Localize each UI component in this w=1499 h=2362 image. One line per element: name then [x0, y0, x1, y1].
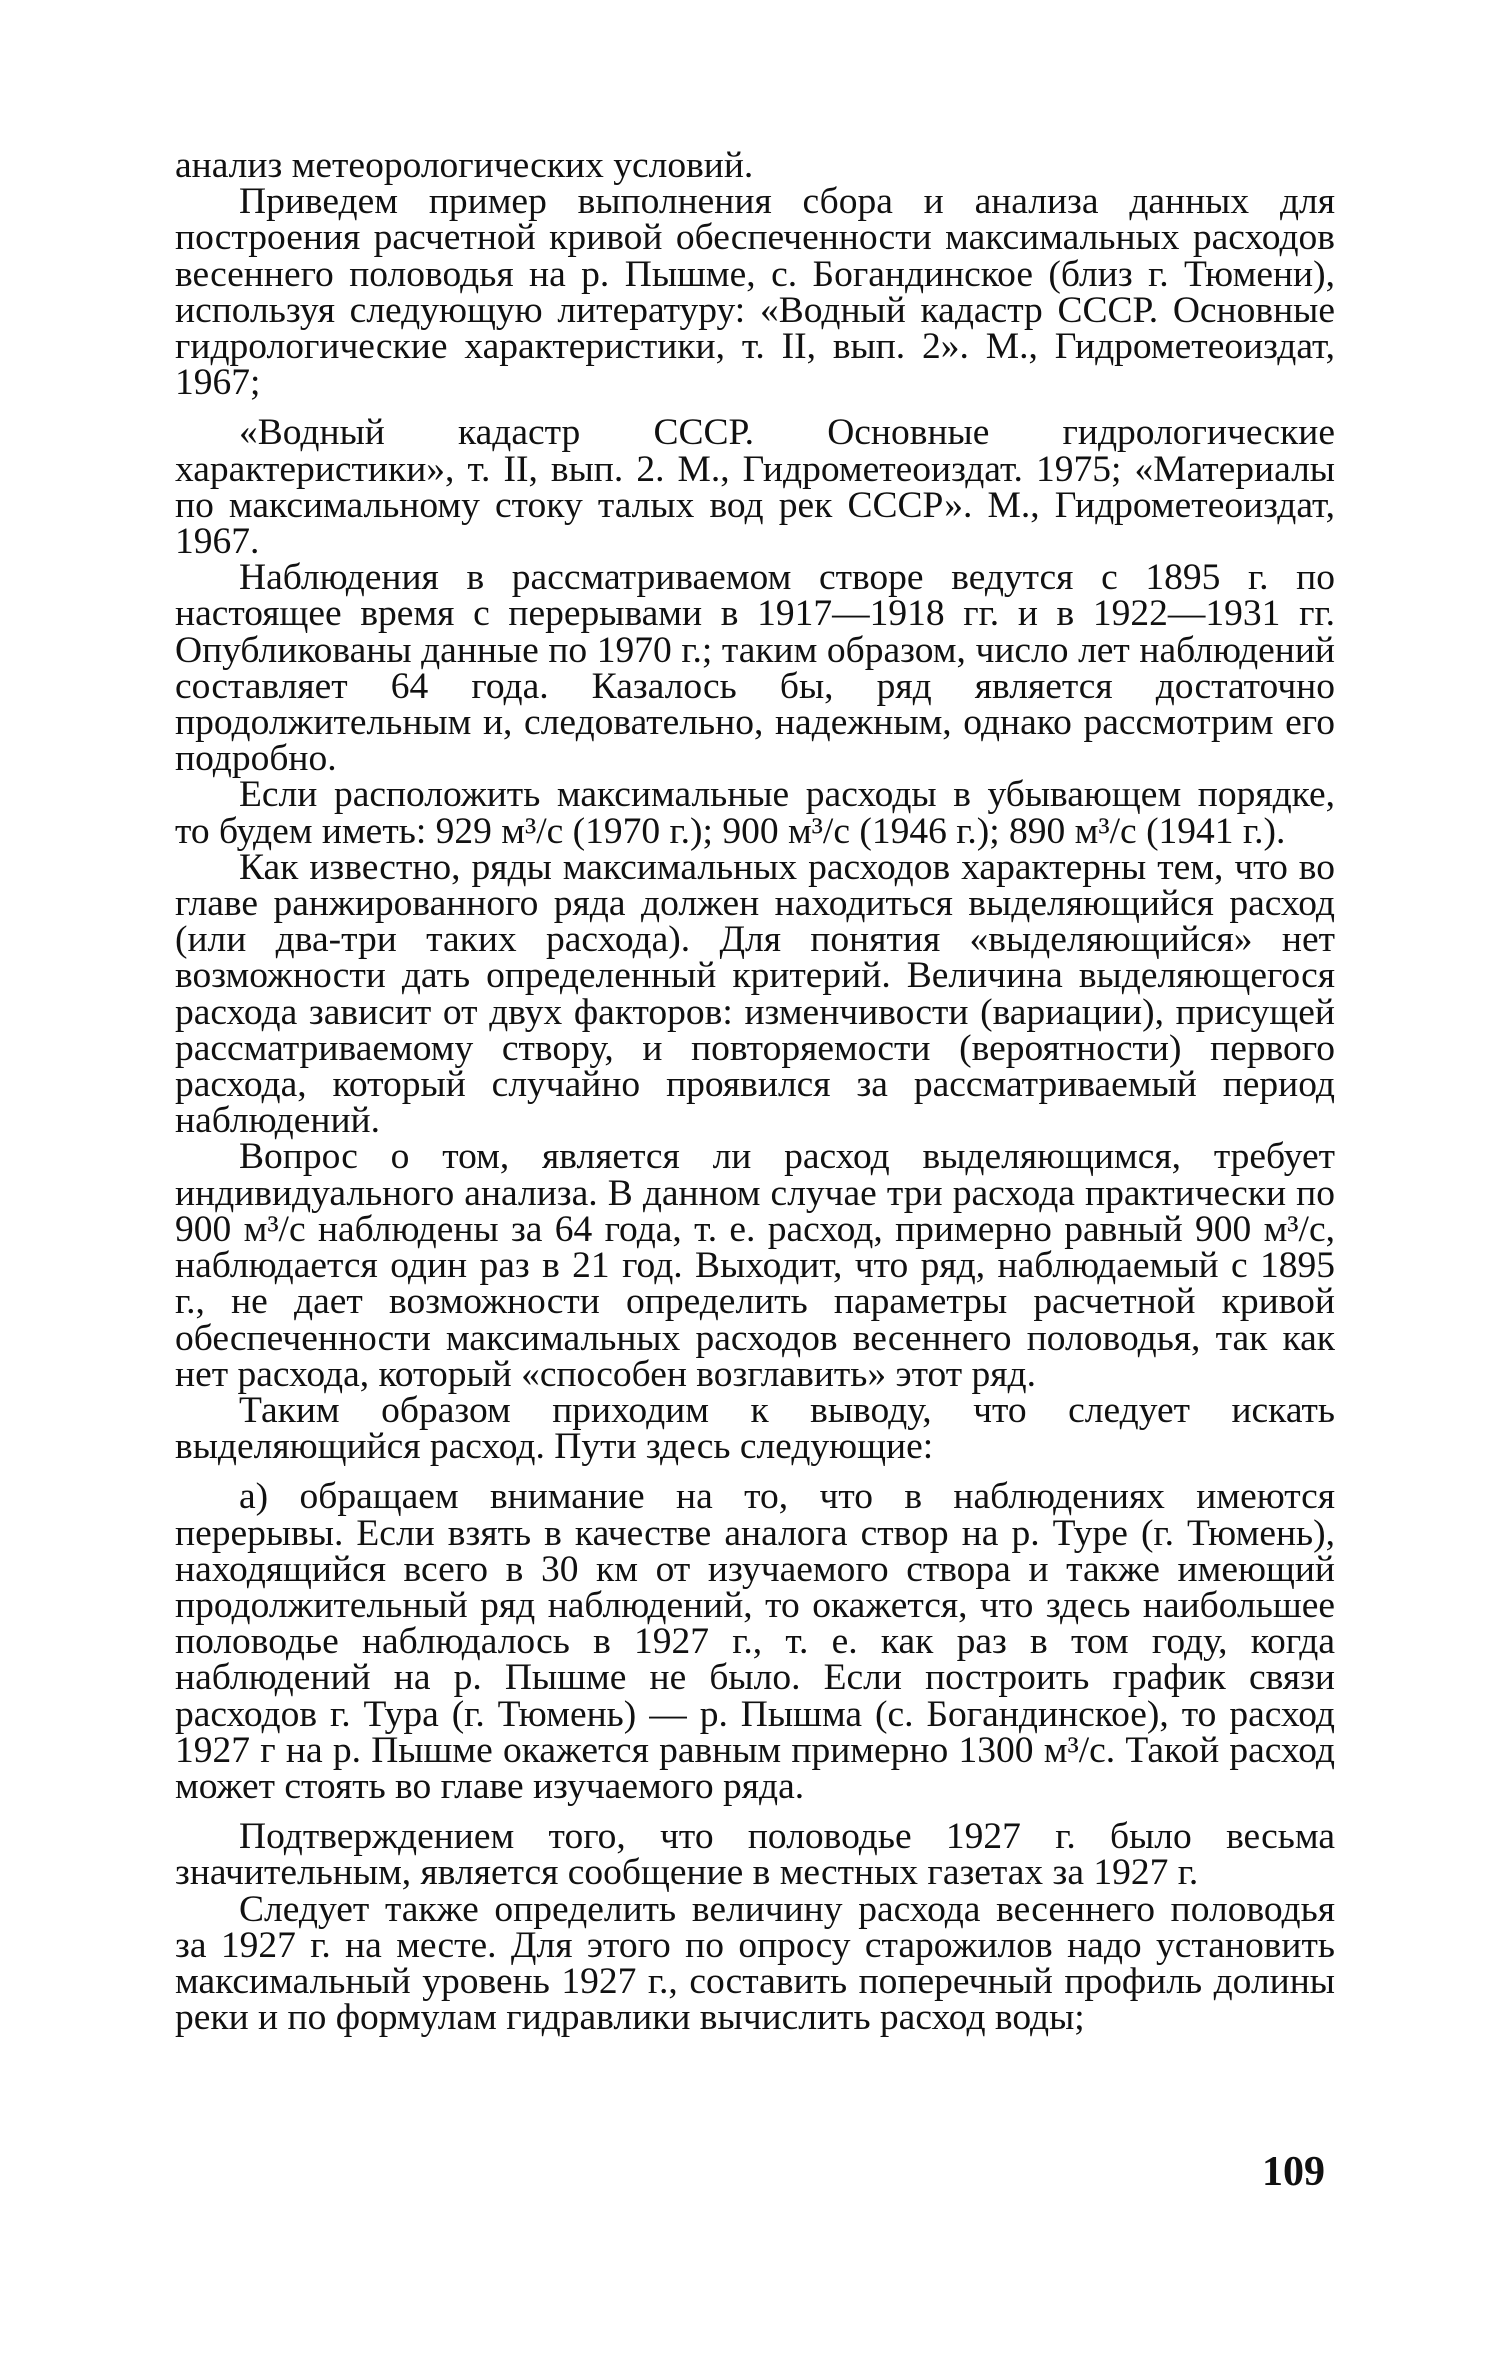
paragraph-field-estimate: Следует также определить величину расхода весеннего половодья за 1927 г. на месте. Для этого по опросу старожилов надо установить максимальный уровень 1927 г., составить поперечный профиль долины реки и по формулам гидравлики вычислить расход воды; [175, 1888, 1335, 2039]
page-body [175, 145, 1335, 2039]
list-item-a: а) обращаем внимание на то, что в наблюдениях имеются перерывы. Если взять в качестве аналога створ на р. Туре (г. Тюмень), находящийся всего в 30 км от изучаемого створа и также имеющий продолжительный ряд наблюдений, то окажется, что здесь наибольшее половодье наблюдалось в 1927 г., т. е. как раз в том году, когда наблюдений на р. Пышме не было. Если построить график связи расходов г. Тура (г. Тюмень) — р. Пышма (с. Богандинское), то расход 1927 г на р. Пышме окажется равным примерно 1300 м³/с. Такой расход может стоять во главе изучаемого ряда. [175, 1476, 1335, 1807]
paragraph-confirmation: Подтверждением того, что половодье 1927 г. было весьма значительным, является сообщение в местных газетах за 1927 г. [175, 1816, 1335, 1894]
paragraph-example: Приведем пример выполнения сбора и анализа данных для построения расчетной кривой обеспеченности максимальных расходов весеннего половодья на р. Пышме, с. Богандинское (близ г. Тюмени), используя следующую литературу: «Водный кадастр СССР. Основные гидрологические характеристики, т. II, вып. 2». М., Гидрометеоиздат, 1967; [175, 181, 1335, 404]
paragraph-ranking: Если расположить максимальные расходы в убывающем порядке, то будем иметь: 929 м³/с (1970 г.); 900 м³/с (1946 г.); 890 м³/с (1941 г.). [175, 774, 1335, 852]
paragraph-outlier-definition: Как известно, ряды максимальных расходов характерны тем, что во главе ранжированного ряда должен находиться выделяющийся расход (или два-три таких расхода). Для понятия «выделяющийся» нет возможности дать определенный критерий. Величина выделяющегося расхода зависит от двух факторов: изменчивости (вариации), присущей рассматриваемому створу, и повторяемости (вероятности) первого расхода, который случайно проявился за рассматриваемый период наблюдений. [175, 846, 1335, 1142]
paragraph-intro-line: анализ метеорологических условий. [175, 145, 754, 186]
paragraph-outlier-analysis: Вопрос о том, является ли расход выделяющимся, требует индивидуального анализа. В данном случае три расхода практически по 900 м³/с наблюдены за 64 года, т. е. расход, примерно равный 900 м³/с, наблюдается один раз в 21 год. Выходит, что ряд, наблюдаемый с 1895 г., не дает возможности определить параметры расчетной кривой обеспеченности максимальных расходов весеннего половодья, так как нет расхода, который «способен возглавить» этот ряд. [175, 1136, 1335, 1395]
paragraph-observations: Наблюдения в рассматриваемом створе ведутся с 1895 г. по настоящее время с перерывами в 1917—1918 гг. и в 1922—1931 гг. Опубликованы данные по 1970 г.; таким образом, число лет наблюдений составляет 64 года. Казалось бы, ряд является достаточно продолжительным и, следовательно, надежным, однако рассмотрим его подробно. [175, 557, 1335, 780]
paragraph-conclusion: Таким образом приходим к выводу, что следует искать выделяющийся расход. Пути здесь следующие: [175, 1389, 1335, 1468]
paragraph-references: «Водный кадастр СССР. Основные гидрологические характеристики», т. II, вып. 2. М., Гидрометеоиздат. 1975; «Материалы по максимальному стоку талых вод рек СССР». М., Гидрометеоиздат, 1967. [175, 412, 1335, 563]
page-number: 109 [1262, 2149, 1325, 2195]
